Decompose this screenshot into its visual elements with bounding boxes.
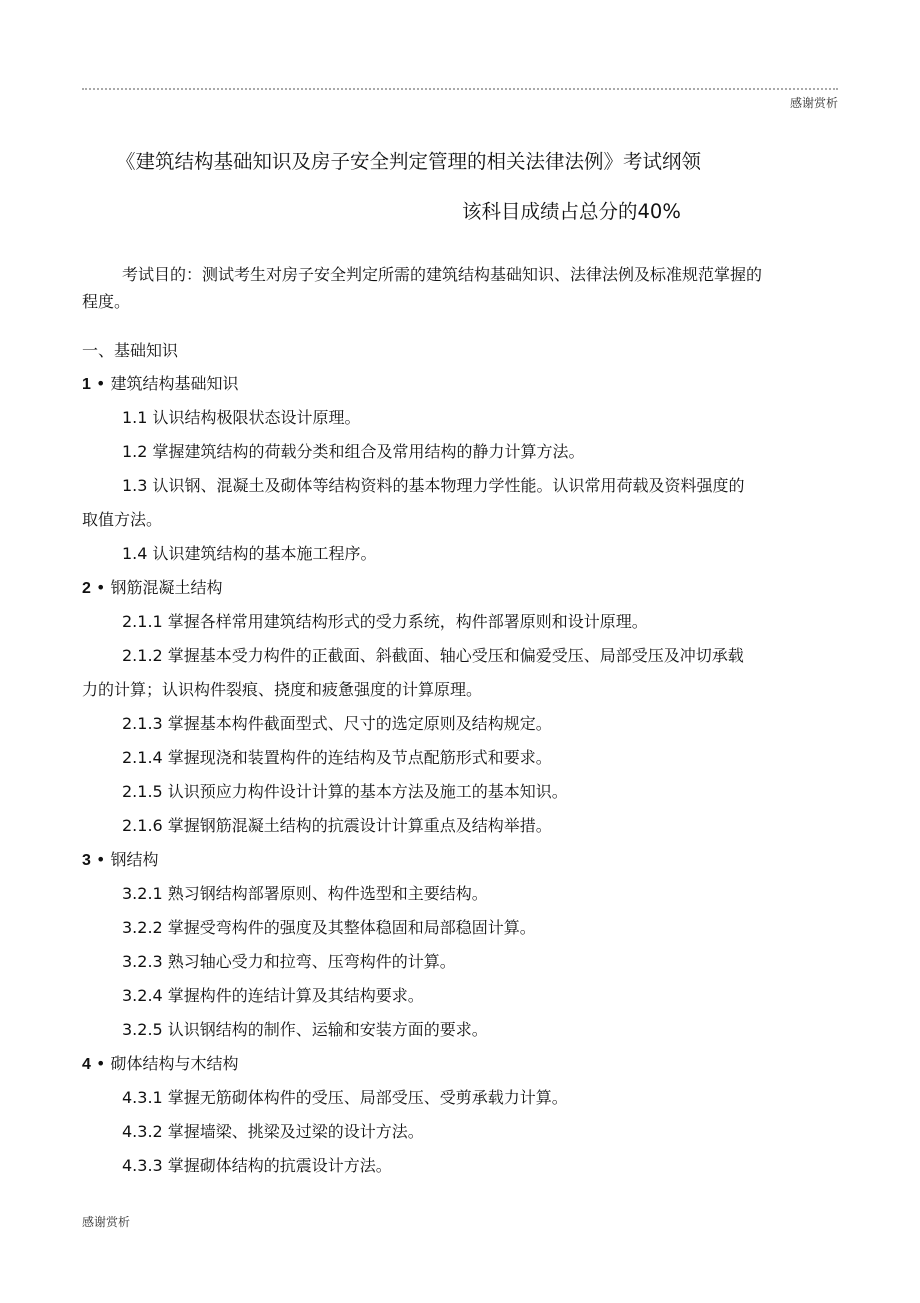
- list-item: 2.1.1 掌握各样常用建筑结构形式的受力系统，构件部署原则和设计原理。: [122, 612, 648, 631]
- list-item-continuation: 取值方法。: [82, 510, 163, 529]
- section-title: 钢结构: [110, 850, 159, 869]
- list-item: 2.1.4 掌握现浇和装置构件的连结构及节点配筋形式和要求。: [122, 748, 552, 767]
- header-divider: [82, 88, 838, 90]
- list-item: 4.3.1 掌握无筋砌体构件的受压、局部受压、受剪承载力计算。: [122, 1088, 568, 1107]
- list-item: 2.1.6 掌握钢筋混凝土结构的抗震设计计算重点及结构举措。: [122, 816, 552, 835]
- list-item: 1.2 掌握建筑结构的荷载分类和组合及常用结构的静力计算方法。: [122, 442, 585, 461]
- list-item: 3.2.5 认识钢结构的制作、运输和安装方面的要求。: [122, 1020, 488, 1039]
- list-item-continuation: 力的计算；认识构件裂痕、挠度和疲惫强度的计算原理。: [82, 680, 483, 699]
- list-item: 4.3.3 掌握砌体结构的抗震设计方法。: [122, 1156, 392, 1175]
- section-heading: 3 • 钢结构: [82, 850, 159, 869]
- list-item: 3.2.3 熟习轴心受力和拉弯、压弯构件的计算。: [122, 952, 456, 971]
- list-item: 3.2.2 掌握受弯构件的强度及其整体稳固和局部稳固计算。: [122, 918, 536, 937]
- section-number: 3: [82, 852, 91, 869]
- page-footer: 感谢赏析: [82, 1215, 131, 1229]
- section-number: 4: [82, 1056, 91, 1073]
- section-heading: 2 • 钢筋混凝土结构: [82, 578, 223, 597]
- list-item: 1.4 认识建筑结构的基本施工程序。: [122, 544, 377, 563]
- purpose-line: 程度。: [82, 292, 131, 311]
- list-item: 3.2.1 熟习钢结构部署原则、构件选型和主要结构。: [122, 884, 488, 903]
- section-title: 砌体结构与木结构: [110, 1054, 239, 1073]
- page-header: 感谢赏析: [789, 96, 838, 110]
- list-item: 2.1.5 认识预应力构件设计计算的基本方法及施工的基本知识。: [122, 782, 568, 801]
- list-item: 2.1.2 掌握基本受力构件的正截面、斜截面、轴心受压和偏爱受压、局部受压及冲切承载: [122, 646, 744, 665]
- part-heading: 一、基础知识: [82, 341, 179, 360]
- section-title: 钢筋混凝土结构: [110, 578, 223, 597]
- section-heading: 1 • 建筑结构基础知识: [82, 374, 239, 393]
- section-number: 2: [82, 580, 91, 597]
- list-item: 3.2.4 掌握构件的连结计算及其结构要求。: [122, 986, 424, 1005]
- section-number: 1: [82, 376, 91, 393]
- section-heading: 4 • 砌体结构与木结构: [82, 1054, 239, 1073]
- list-item: 1.1 认识结构极限状态设计原理。: [122, 408, 361, 427]
- purpose-line: 考试目的：测试考生对房子安全判定所需的建筑结构基础知识、法律法例及标准规范掌握的: [122, 265, 763, 284]
- document-title: 《建筑结构基础知识及房子安全判定管理的相关法律法例》考试纲领: [116, 150, 702, 173]
- list-item: 2.1.3 掌握基本构件截面型式、尺寸的选定原则及结构规定。: [122, 714, 552, 733]
- section-title: 建筑结构基础知识: [110, 374, 239, 393]
- list-item: 1.3 认识钢、混凝土及砌体等结构资料的基本物理力学性能。认识常用荷载及资料强度的: [122, 476, 745, 495]
- document-subtitle: 该科目成绩占总分的40%: [462, 200, 681, 223]
- list-item: 4.3.2 掌握墙梁、挑梁及过梁的设计方法。: [122, 1122, 424, 1141]
